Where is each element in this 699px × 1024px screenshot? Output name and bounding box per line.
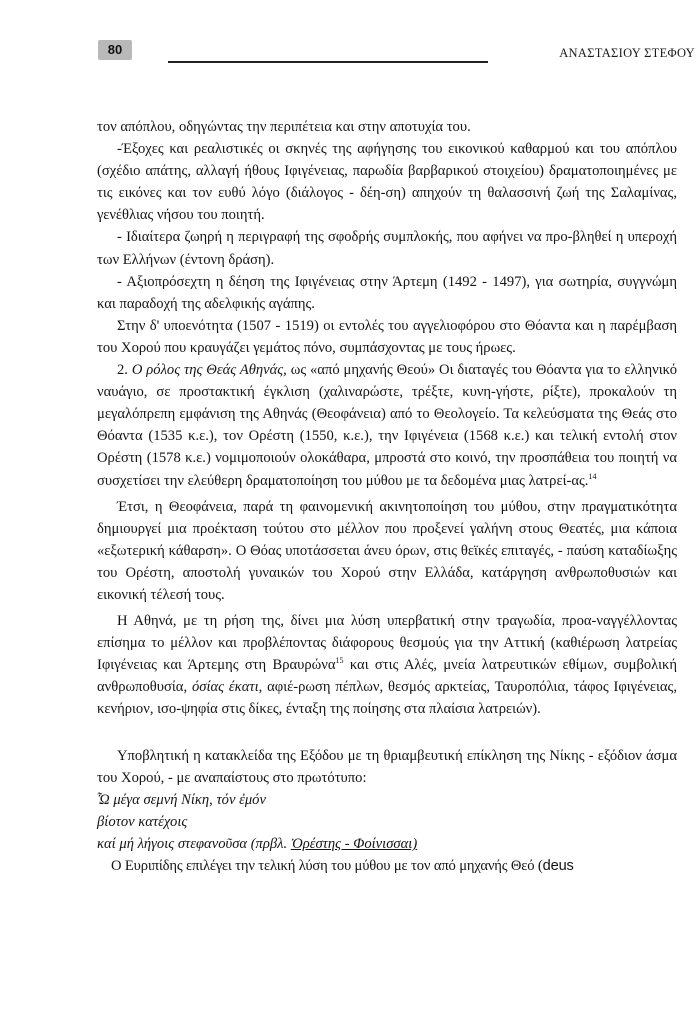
paragraph-text: ως «από μηχανής Θεού» Οι διαταγές του Θόαντα για το ελληνικό ναυάγιο, σε προστακτική έγκλιση (χαλιναρώστε, τρέξτε, κυνη-γήστε, ρίξτε), προκαλούν τη μεγαλόπρεπη εμφάνιση της Αθηνάς (Θεοφάνεια) από το Θεολογείο. Τα κελεύσματα της Θεάς στο Θόαντα (1535 κ.ε.), τον Ορέστη (1550, κ.ε.), την Ιφιγένεια (1568 κ.ε.) και τελική εντολή στον Ορέστη (1578 κ.ε.) νομιμοποιούν ολοκάθαρα, μπροστά στο κοινό, την προσπάθεια του ποιητή να συσχετίσει την ελεύθερη δραματοποίηση του μύθου με τα δεδομένα μιας λατρεί-ας. — [97, 362, 677, 489]
paragraph: - Αξιοπρόσεχτη η δέηση της Ιφιγένειας στην Άρτεμη (1492 - 1497), για σωτηρία, συγγνώμη και παραδοχή της αδελφικής αγάπης. — [97, 273, 677, 312]
paragraph-text: και στις Αλές, μνεία λατρευτικών εθίμων, συμβολική ανθρωποθυσία, — [97, 657, 677, 696]
latin-term: deus — [542, 858, 574, 874]
header-rule — [168, 61, 488, 63]
verse-line: Ὦ μέγα σεμνή Νίκη, τόν ἐμόν — [97, 791, 266, 808]
paragraph — [97, 610, 677, 720]
paragraph: Υποβλητική η κατακλείδα της Εξόδου με τη θριαμβευτική επίκληση της Νίκης - εξόδιον άσμα του Χορού, - με αναπαίστους στο πρωτότυπο: — [97, 747, 677, 786]
section-paragraph — [97, 359, 677, 492]
running-head-author: ΑΝΑΣΤΑΣΙΟΥ ΣΤΕΦΟΥ — [559, 46, 695, 60]
section-heading: Ο ρόλος της Θεάς Αθηνάς, — [131, 362, 287, 379]
ancient-greek-phrase: όσίας έκατι, — [191, 679, 263, 696]
verse-text: καί μή λήγοις στεφανοῦσα (πρβλ. — [97, 835, 291, 852]
paragraph: τον απόπλου, οδηγώντας την περιπέτεια και στην αποτυχία του. — [97, 119, 471, 135]
paragraph: -Έξοχες και ρεαλιστικές οι σκηνές της αφήγησης του εικονικού καθαρμού και του απόπλου (σχέδιο απάτης, αλλαγή ήθους Ιφιγένειας, παρωδία βαρβαρικού στοιχείου) δραματοποιημένες με τις εικόνες και τον ευθύ λόγο (διάλογος - δέη-ση) απηχούν τη θαλασσινή ζωή της Σαλαμίνας, γενέθλιας νήσου του ποιητή. — [97, 141, 677, 224]
page-number: 80 — [98, 40, 132, 60]
verse-line — [97, 833, 677, 855]
paragraph: Έτσι, η Θεοφάνεια, παρά τη φαινομενική ακινητοποίηση του μύθου, στην πραγματικότητα δημιουργεί μια προέκταση τούτου στο μέλλον που προξενεί γαλήνη στους Θεατές, μια κάποια «εξωτερική κάθαρση». Ο Θόας υποτάσσεται άνευ όρων, στις θεϊκές επιταγές, - παύση καταδίωξης του Ορέστη, αποστολή γυναικών του Χορού στην Ελλάδα, κατάργηση ανθρωποθυσιών και εικονική τέλεσή τους. — [97, 498, 677, 603]
footnote-ref: 15 — [335, 656, 344, 666]
page-header — [0, 0, 699, 72]
body-text — [97, 116, 677, 877]
paragraph-text: Ο Ευριπίδης επιλέγει την τελική λύση του μύθου με τον από μηχανής Θεό ( — [111, 858, 543, 874]
paragraph — [97, 855, 677, 877]
footnote-ref: 14 — [588, 471, 597, 481]
paragraph: Στην δ' υποενότητα (1507 - 1519) οι εντολές του αγγελιοφόρου στο Θόαντα και η παρέμβαση του Χορού που κραυγάζει γεμάτος πόνο, συμπάσχοντας με τους ήρωες. — [97, 317, 677, 356]
verse-quote — [97, 789, 677, 855]
verse-line: βίοτον κατέχοις — [97, 813, 188, 830]
verse-source-reference: Ὀρέστης - Φοίνισσαι) — [290, 835, 418, 852]
section-number: 2. — [117, 362, 132, 379]
paragraph-text: Η Αθηνά, με τη ρήση της, δίνει μια λύση υπερβατική στην τραγωδία, προα-ναγγέλλοντας επίσημα το μέλλον και προβλέποντας διάφορους θεσμούς για την Αττική (καθιέρωση λατρείας Ιφιγένειας και Άρτεμης στη Βραυρώνα — [97, 613, 677, 674]
paragraph-text: αφιέ-ρωση πέπλων, θεσμός αρκτείας, Ταυροπόλια, τάφος Ιφιγένειας, κενήριον, ισο-ψηφία στις δίκες, ένταξη της ποίησης στα πλαίσια λατρειών). — [97, 679, 677, 718]
paragraph: - Ιδιαίτερα ζωηρή η περιγραφή της σφοδρής συμπλοκής, που αφήνει να προ-βληθεί η υπεροχή των Ελλήνων (έντονη δράση). — [97, 229, 677, 268]
